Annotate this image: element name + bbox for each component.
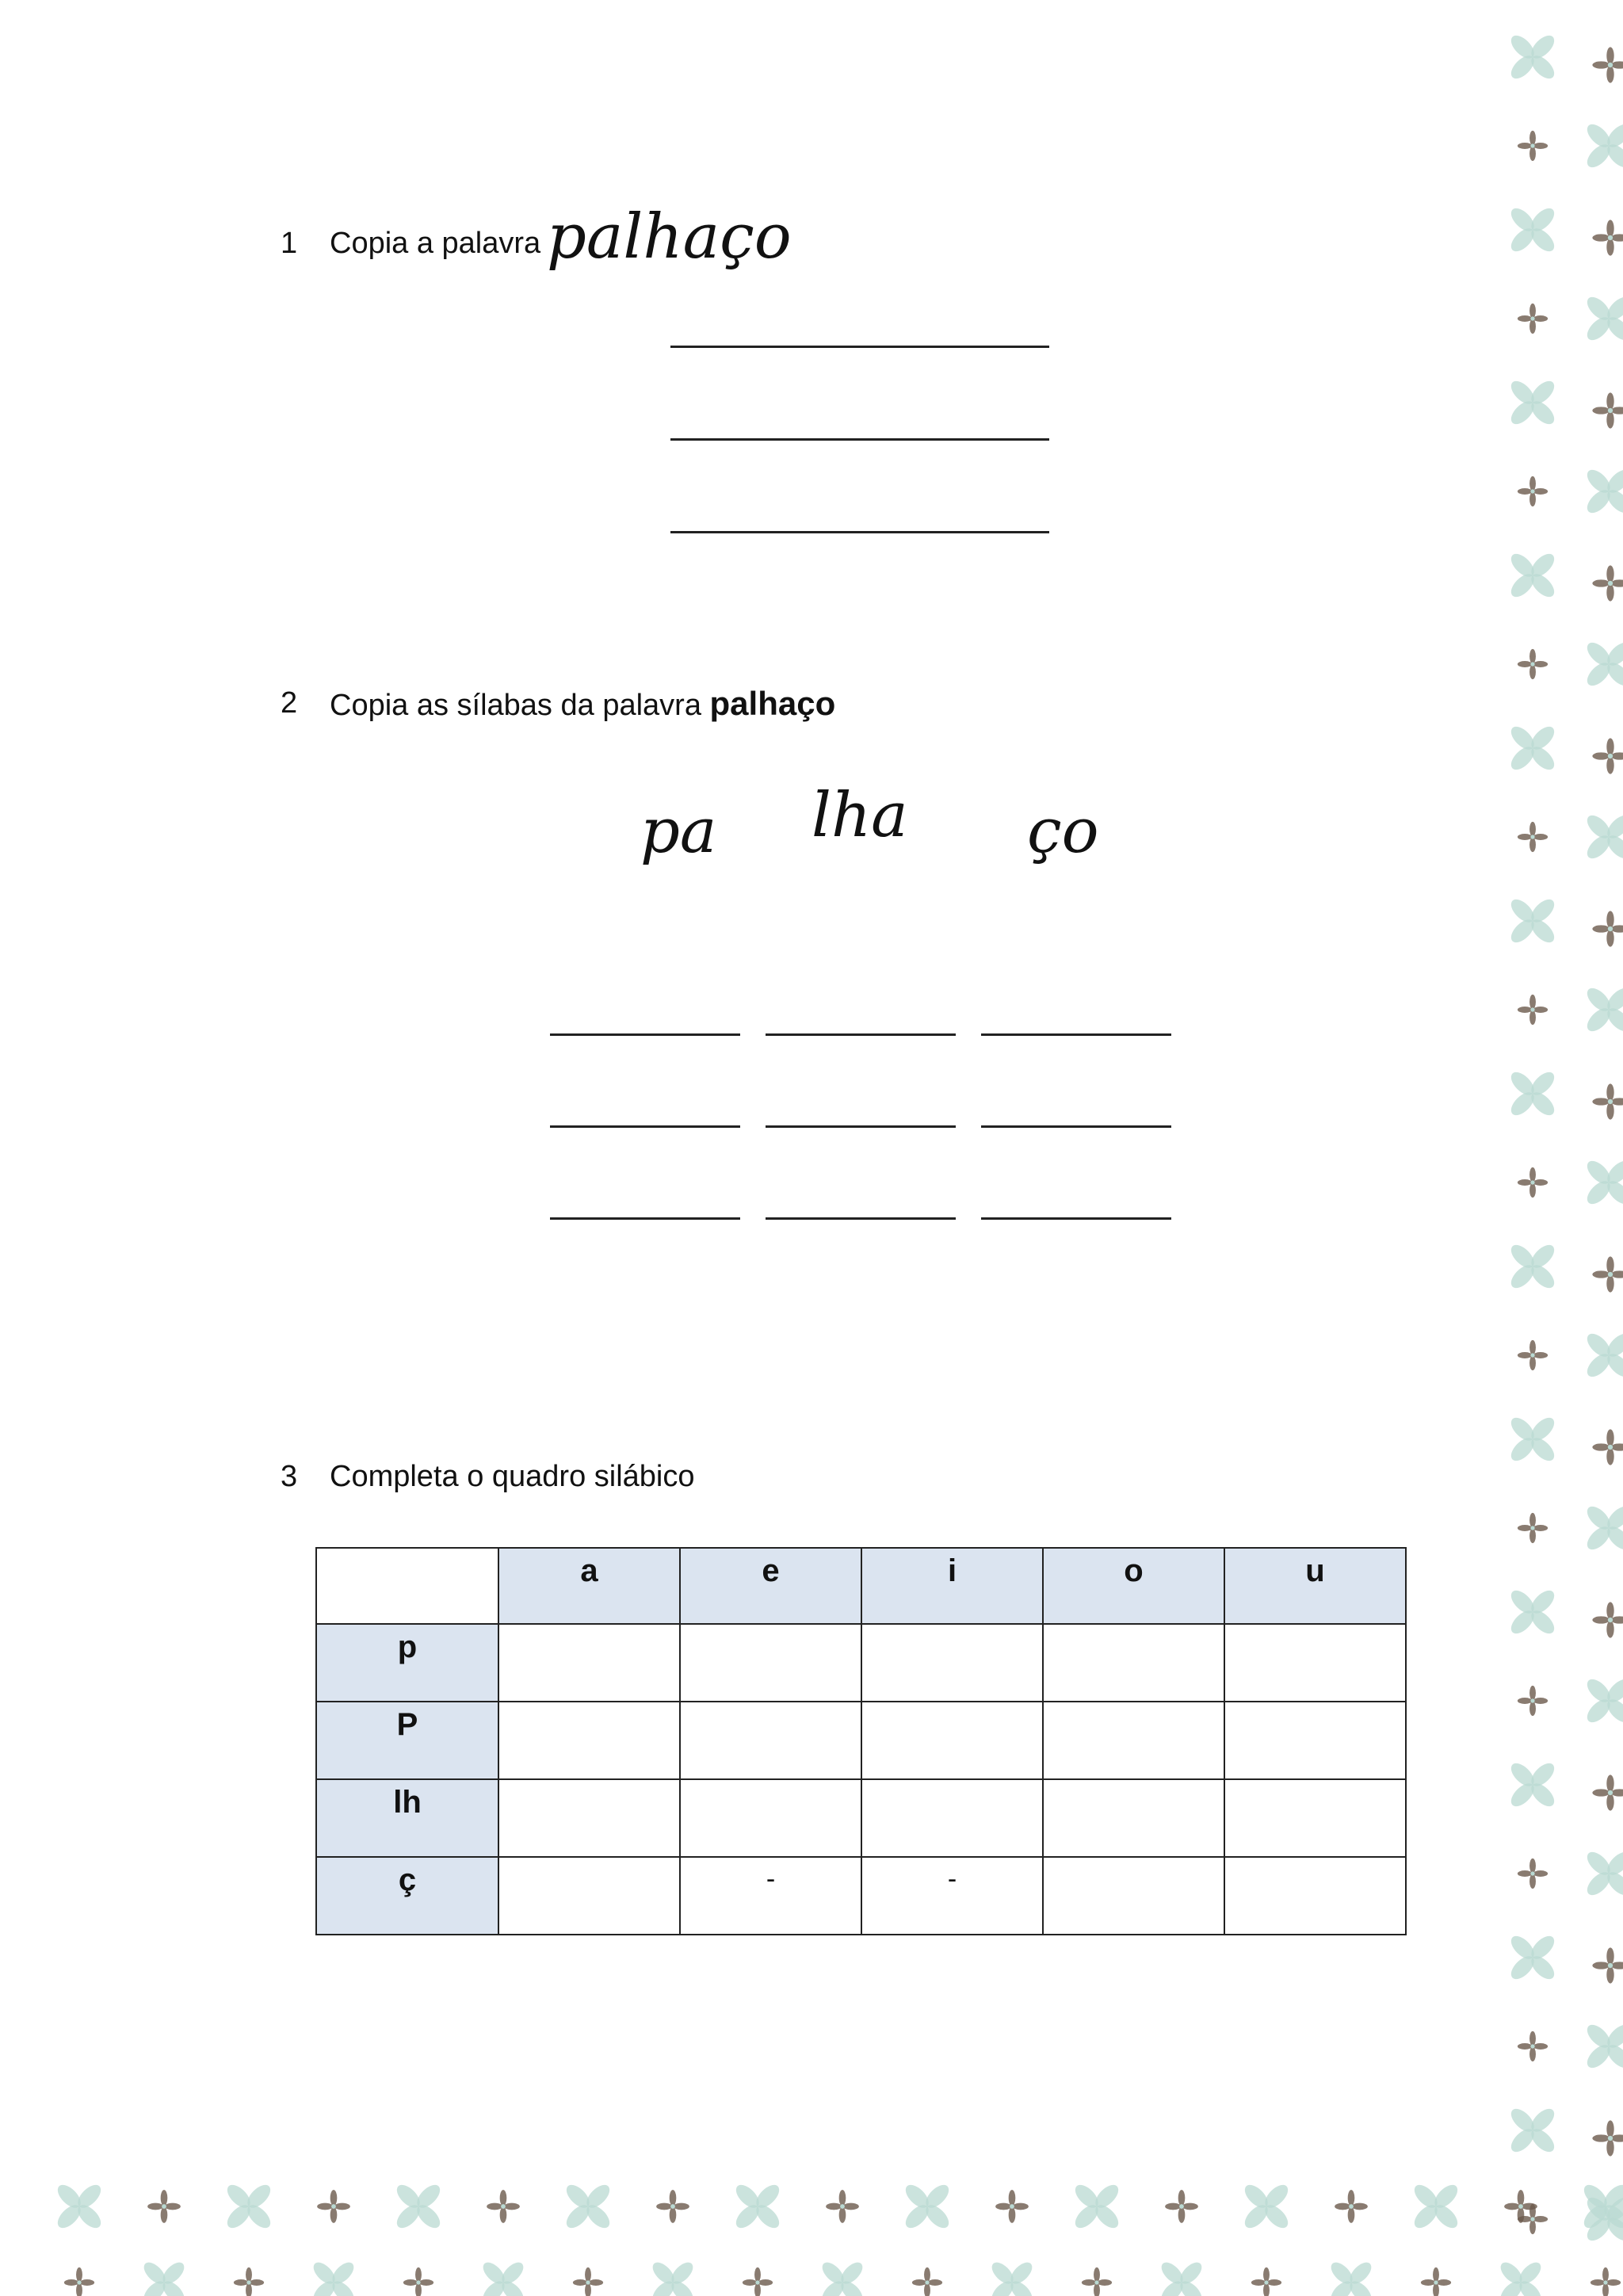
consonant-header: p xyxy=(316,1624,498,1702)
answer-cell[interactable] xyxy=(498,1779,680,1857)
flower-decoration-icon xyxy=(1518,1340,1548,1370)
flower-decoration-icon xyxy=(1518,1686,1548,1716)
syllable-co: ço xyxy=(1027,796,1099,867)
leaf-decoration-icon xyxy=(1583,120,1623,171)
flower-decoration-icon xyxy=(1592,47,1623,82)
leaf-decoration-icon xyxy=(1158,2259,1205,2296)
flower-decoration-icon xyxy=(403,2267,433,2296)
syllable-line-1-1[interactable] xyxy=(550,1033,740,1036)
leaf-decoration-icon xyxy=(563,2181,613,2232)
syllable-line-3-2[interactable] xyxy=(766,1217,956,1220)
flower-decoration-icon xyxy=(1518,2031,1548,2061)
leaf-decoration-icon xyxy=(1507,377,1558,428)
syllable-line-2-1[interactable] xyxy=(550,1125,740,1128)
flower-decoration-icon xyxy=(1518,476,1548,506)
leaf-decoration-icon xyxy=(1507,1587,1558,1637)
flower-decoration-icon xyxy=(995,2190,1029,2223)
exercise-1-number: 1 xyxy=(281,227,298,260)
flower-decoration-icon xyxy=(1592,1083,1623,1119)
flower-decoration-icon xyxy=(1592,911,1623,946)
flower-decoration-icon xyxy=(1592,1947,1623,1983)
leaf-decoration-icon xyxy=(1507,2105,1558,2156)
flower-decoration-icon xyxy=(1421,2267,1451,2296)
leaf-decoration-icon xyxy=(1507,1068,1558,1119)
leaf-decoration-icon xyxy=(1327,2259,1375,2296)
leaf-decoration-icon xyxy=(1507,723,1558,774)
consonant-header: lh xyxy=(316,1779,498,1857)
flower-decoration-icon xyxy=(1592,1256,1623,1292)
flower-decoration-icon xyxy=(743,2267,773,2296)
answer-cell[interactable] xyxy=(1224,1779,1406,1857)
vowel-header: e xyxy=(680,1548,861,1624)
flower-decoration-icon xyxy=(1592,392,1623,428)
flower-decoration-icon xyxy=(1592,1429,1623,1465)
table-row xyxy=(316,1624,1406,1702)
flower-decoration-icon xyxy=(1518,131,1548,161)
exercise-2-instruction xyxy=(330,685,835,723)
copy-line-2[interactable] xyxy=(670,438,1049,441)
flower-decoration-icon xyxy=(487,2190,520,2223)
answer-cell[interactable] xyxy=(498,1857,680,1935)
leaf-decoration-icon xyxy=(140,2259,188,2296)
flower-decoration-icon xyxy=(64,2267,94,2296)
leaf-decoration-icon xyxy=(1583,639,1623,690)
flower-decoration-icon xyxy=(1518,995,1548,1025)
flower-decoration-icon xyxy=(656,2190,689,2223)
syllable-line-2-2[interactable] xyxy=(766,1125,956,1128)
leaf-decoration-icon xyxy=(1583,812,1623,862)
flower-decoration-icon xyxy=(1592,1775,1623,1810)
floral-border-bottom xyxy=(0,2172,1623,2296)
answer-cell: - xyxy=(680,1857,861,1935)
exercise-1-instruction xyxy=(330,227,540,261)
leaf-decoration-icon xyxy=(988,2259,1036,2296)
vowel-header: u xyxy=(1224,1548,1406,1624)
leaf-decoration-icon xyxy=(1583,2021,1623,2072)
answer-cell[interactable] xyxy=(680,1779,861,1857)
leaf-decoration-icon xyxy=(54,2181,105,2232)
flower-decoration-icon xyxy=(1518,304,1548,334)
leaf-decoration-icon xyxy=(1507,204,1558,255)
table-corner-cell xyxy=(316,1548,498,1624)
table-row xyxy=(316,1857,1406,1935)
exercise-2-bold-word: palhaço xyxy=(709,685,836,722)
leaf-decoration-icon xyxy=(310,2259,357,2296)
leaf-decoration-icon xyxy=(902,2181,953,2232)
consonant-header: ç xyxy=(316,1857,498,1935)
leaf-decoration-icon xyxy=(1241,2181,1292,2232)
flower-decoration-icon xyxy=(1518,1513,1548,1543)
exercise-1-model-word: palhaço xyxy=(547,201,792,273)
answer-cell: - xyxy=(861,1857,1043,1935)
syllable-pa: pa xyxy=(640,796,717,867)
answer-cell[interactable] xyxy=(1043,1857,1224,1935)
table-row xyxy=(316,1702,1406,1779)
table-header-row xyxy=(316,1548,1406,1624)
flower-decoration-icon xyxy=(1592,738,1623,774)
leaf-decoration-icon xyxy=(1507,1241,1558,1292)
table-row xyxy=(316,1779,1406,1857)
leaf-decoration-icon xyxy=(1507,1759,1558,1810)
vowel-header: i xyxy=(861,1548,1043,1624)
flower-decoration-icon xyxy=(1592,2120,1623,2156)
flower-decoration-icon xyxy=(1165,2190,1198,2223)
leaf-decoration-icon xyxy=(1507,32,1558,82)
exercise-3-instruction: Completa o quadro silábico xyxy=(330,1460,695,1493)
flower-decoration-icon xyxy=(1518,1859,1548,1889)
leaf-decoration-icon xyxy=(1583,466,1623,517)
leaf-decoration-icon xyxy=(732,2181,783,2232)
leaf-decoration-icon xyxy=(1507,1414,1558,1465)
flower-decoration-icon xyxy=(1335,2190,1368,2223)
leaf-decoration-icon xyxy=(1507,550,1558,601)
flower-decoration-icon xyxy=(1592,1602,1623,1637)
leaf-decoration-icon xyxy=(1583,1848,1623,1899)
answer-cell[interactable] xyxy=(1224,1702,1406,1779)
leaf-decoration-icon xyxy=(1497,2259,1545,2296)
syllable-lha: lha xyxy=(812,780,908,851)
syllable-table xyxy=(315,1547,1407,1935)
exercise-1-instruction-text: Copia a palavra xyxy=(330,227,541,260)
syllable-line-1-3[interactable] xyxy=(981,1033,1171,1036)
answer-cell[interactable] xyxy=(861,1779,1043,1857)
answer-cell[interactable] xyxy=(1043,1624,1224,1702)
flower-decoration-icon xyxy=(1592,565,1623,601)
answer-cell[interactable] xyxy=(1224,1857,1406,1935)
vowel-header: a xyxy=(498,1548,680,1624)
flower-decoration-icon xyxy=(1251,2267,1281,2296)
syllable-line-1-2[interactable] xyxy=(766,1033,956,1036)
flower-decoration-icon xyxy=(1518,1167,1548,1198)
flower-decoration-icon xyxy=(147,2190,181,2223)
leaf-decoration-icon xyxy=(1411,2181,1461,2232)
leaf-decoration-icon xyxy=(223,2181,274,2232)
flower-decoration-icon xyxy=(1082,2267,1112,2296)
leaf-decoration-icon xyxy=(1071,2181,1122,2232)
flower-decoration-icon xyxy=(1592,220,1623,255)
leaf-decoration-icon xyxy=(479,2259,527,2296)
exercise-2-number: 2 xyxy=(281,686,298,720)
leaf-decoration-icon xyxy=(1583,1675,1623,1726)
consonant-header: P xyxy=(316,1702,498,1779)
flower-decoration-icon xyxy=(1591,2267,1621,2296)
flower-decoration-icon xyxy=(234,2267,264,2296)
answer-cell[interactable] xyxy=(861,1702,1043,1779)
answer-cell[interactable] xyxy=(1043,1702,1224,1779)
flower-decoration-icon xyxy=(826,2190,859,2223)
flower-decoration-icon xyxy=(1518,822,1548,852)
flower-decoration-icon xyxy=(573,2267,603,2296)
flower-decoration-icon xyxy=(1518,649,1548,679)
copy-line-1[interactable] xyxy=(670,346,1049,348)
leaf-decoration-icon xyxy=(1583,1157,1623,1208)
answer-cell[interactable] xyxy=(1224,1624,1406,1702)
exercise-2-instruction-text: Copia as sílabas da palavra xyxy=(330,689,701,722)
syllable-line-2-3[interactable] xyxy=(981,1125,1171,1128)
answer-cell[interactable] xyxy=(498,1624,680,1702)
syllable-line-3-3[interactable] xyxy=(981,1217,1171,1220)
flower-decoration-icon xyxy=(1504,2190,1537,2223)
leaf-decoration-icon xyxy=(1507,896,1558,946)
leaf-decoration-icon xyxy=(1583,984,1623,1035)
answer-cell[interactable] xyxy=(680,1624,861,1702)
flower-decoration-icon xyxy=(317,2190,350,2223)
answer-cell[interactable] xyxy=(680,1702,861,1779)
leaf-decoration-icon xyxy=(1583,1330,1623,1381)
leaf-decoration-icon xyxy=(1580,2181,1623,2232)
vowel-header: o xyxy=(1043,1548,1224,1624)
leaf-decoration-icon xyxy=(1583,1503,1623,1553)
answer-cell[interactable] xyxy=(861,1624,1043,1702)
answer-cell[interactable] xyxy=(1043,1779,1224,1857)
syllable-line-3-1[interactable] xyxy=(550,1217,740,1220)
answer-cell[interactable] xyxy=(498,1702,680,1779)
exercise-3-number: 3 xyxy=(281,1460,298,1493)
copy-line-3[interactable] xyxy=(670,531,1049,533)
leaf-decoration-icon xyxy=(819,2259,866,2296)
leaf-decoration-icon xyxy=(1507,1932,1558,1983)
floral-border-right xyxy=(1498,0,1623,2296)
leaf-decoration-icon xyxy=(393,2181,444,2232)
leaf-decoration-icon xyxy=(649,2259,697,2296)
flower-decoration-icon xyxy=(912,2267,942,2296)
leaf-decoration-icon xyxy=(1583,293,1623,344)
